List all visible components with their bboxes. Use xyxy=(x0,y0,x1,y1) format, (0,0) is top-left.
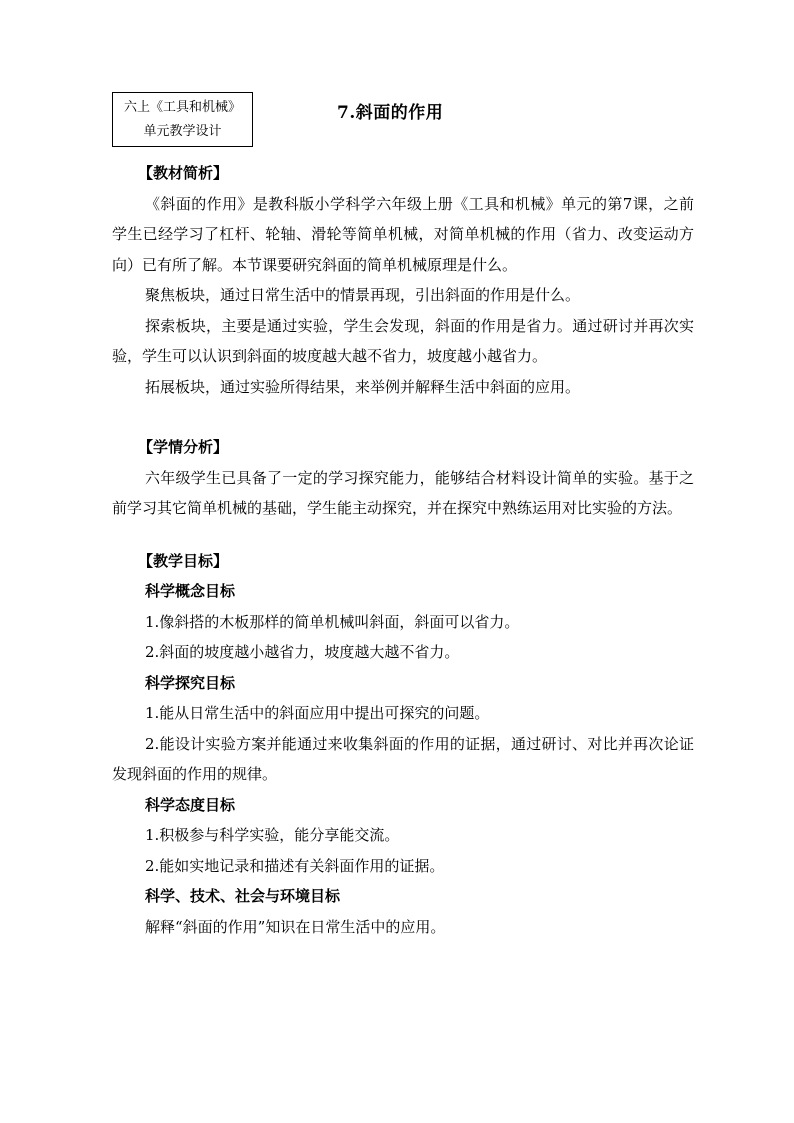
spacer xyxy=(112,402,694,432)
paragraph: 拓展板块，通过实验所得结果，来举例并解释生活中斜面的应用。 xyxy=(145,377,581,396)
unit-label-box xyxy=(112,92,253,147)
list-item: 解释“斜面的作用”知识在日常生活中的应用。 xyxy=(145,917,446,936)
lesson-title: 7.斜面的作用 xyxy=(337,103,444,123)
list-item: 1.积极参与科学实验，能分享能交流。 xyxy=(145,826,400,844)
subheading-sts-goals: 科学、技术、社会与环境目标 xyxy=(145,887,341,905)
subheading-attitude-goals: 科学态度目标 xyxy=(145,795,236,814)
heading-teaching-goals: 【教学目标】 xyxy=(138,551,229,570)
paragraph: 《斜面的作用》是教科版小学科学六年级上册《工具和机械》单元的第7课，之前学生已经学习了杠杆、轮轴、滑轮等简单机械，对简单机械的作用（省力、改变运动方向）已有所了解。本节课要研究斜面的简单机械原理是什么。 xyxy=(112,194,694,274)
paragraph: 聚焦板块，通过日常生活中的情景再现，引出斜面的作用是什么。 xyxy=(145,286,581,304)
list-item: 2.斜面的坡度越小越省力，坡度越大越不省力。 xyxy=(145,643,460,661)
spacer xyxy=(112,524,694,546)
heading-student-analysis: 【学情分析】 xyxy=(138,438,229,456)
paragraph: 六年级学生已具备了一定的学习探究能力，能够结合材料设计简单的实验。基于之前学习其它简单机械的基础，学生能主动探究，并在探究中熟练运用对比实验的方法。 xyxy=(112,468,694,517)
subheading-concept-goals: 科学概念目标 xyxy=(145,582,236,600)
subheading-inquiry-goals: 科学探究目标 xyxy=(145,673,236,692)
list-item: 1.像斜搭的木板那样的简单机械叫斜面，斜面可以省力。 xyxy=(145,612,520,631)
heading-textbook-analysis: 【教材简析】 xyxy=(138,164,229,182)
list-item: 2.能设计实验方案并能通过来收集斜面的作用的证据，通过研讨、对比并再次论证发现斜面的作用的规律。 xyxy=(112,734,694,783)
paragraph: 探索板块，主要是通过实验，学生会发现，斜面的作用是省力。通过研讨并再次实验，学生可以认识到斜面的坡度越大越不省力，坡度越小越省力。 xyxy=(112,316,694,365)
list-item: 2.能如实地记录和描述有关斜面作用的证据。 xyxy=(145,856,445,875)
unit-subtitle: 单元教学设计 xyxy=(143,124,222,139)
document-body xyxy=(112,158,694,942)
unit-name: 六上《工具和机械》 xyxy=(123,100,241,115)
list-item: 1.能从日常生活中的斜面应用中提出可探究的问题。 xyxy=(145,704,490,722)
